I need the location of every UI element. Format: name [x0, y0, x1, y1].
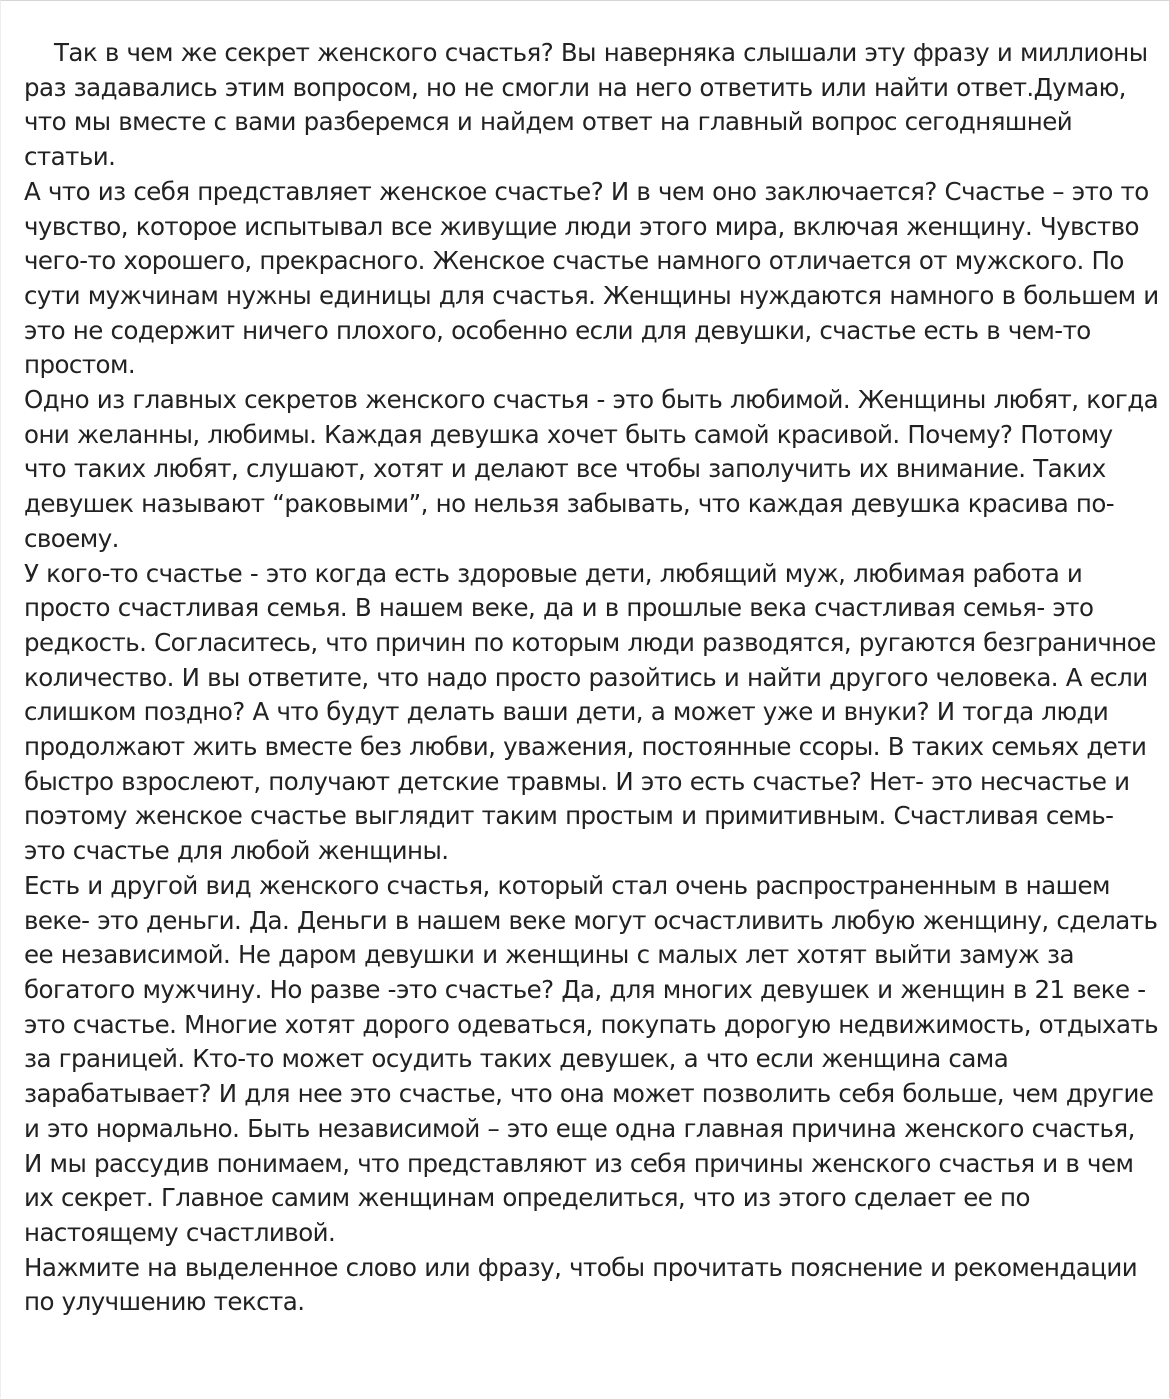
paragraph-money: Есть и другой вид женского счастья, который стал очень распространенным в нашем веке- это деньги. Да. Деньги в нашем веке могут осчастливить любую женщину, сделать ее независимой. Не даром девушки и женщины с малых лет хотят выйти замуж за богатого мужчину. Но разве -это счастье? Да, для многих девушек и женщин в 21 веке - это счастье. Многие хотят дорого одеваться, покупать дорогую недвижимость, отдыхать за границей. Кто-то может осудить таких девушек, а что если женщина сама зарабатывает? И для нее это счастье, что она может позволить себя больше, чем другие и это нормально. Быть независимой – это еще одна главная причина женского счастья, [24, 870, 1159, 1143]
article-body [24, 36, 1159, 1320]
paragraph-family: У кого-то счастье - это когда есть здоровые дети, любящий муж, любимая работа и просто счастливая семья. В нашем веке, да и в прошлые века счастливая семья- это редкость. Согласитесь, что причин по которым люди разводятся, ругаются безграничное количество. И вы ответите, что надо просто разойтись и найти другого человека. А если слишком поздно? А что будут делать ваши дети, а может уже и внуки? И тогда люди продолжают жить вместе без любви, уважения, постоянные ссоры. В таких семьях дети быстро взрослеют, получают детские травмы. И это есть счастье? Нет- это несчастье и поэтому женское счастье выглядит таким простым и примитивным. Счастливая семь- это счастье для любой женщины. [24, 558, 1156, 866]
paragraph-hint: Нажмите на выделенное слово или фразу, чтобы прочитать пояснение и рекомендации по улучшению текста. [24, 1252, 1138, 1317]
paragraph-being-loved: Одно из главных секретов женского счастья - это быть любимой. Женщины любят, когда они желанны, любимы. Каждая девушка хочет быть самой красивой. Почему? Потому что таких любят, слушают, хотят и делают все чтобы заполучить их внимание. Таких девушек называют “раковыми”, но нельзя забывать, что каждая девушка красива по-своему. [24, 385, 1159, 553]
paragraph-intro: Так в чем же секрет женского счастья? Вы наверняка слышали эту фразу и миллионы раз задавались этим вопросом, но не смогли на него ответить или найти ответ.Думаю, что мы вместе с вами разберемся и найдем ответ на главный вопрос сегодняшней статьи. [24, 38, 1148, 172]
paragraph-conclusion: И мы рассудив понимаем, что представляют из себя причины женского счастья и в чем их секрет. Главное самим женщинам определиться, что из этого сделает ее по настоящему счастливой. [24, 1148, 1134, 1247]
paragraph-what-is-happiness: А что из себя представляет женское счастье? И в чем оно заключается? Счастье – это то чувство, которое испытывал все живущие люди этого мира, включая женщину. Чувство чего-то хорошего, прекрасного. Женское счастье намного отличается от мужского. По сути мужчинам нужны единицы для счастья. Женщины нуждаются намного в большем и это не содержит ничего плохого, особенно если для девушки, счастье есть в чем-то простом. [24, 176, 1159, 380]
